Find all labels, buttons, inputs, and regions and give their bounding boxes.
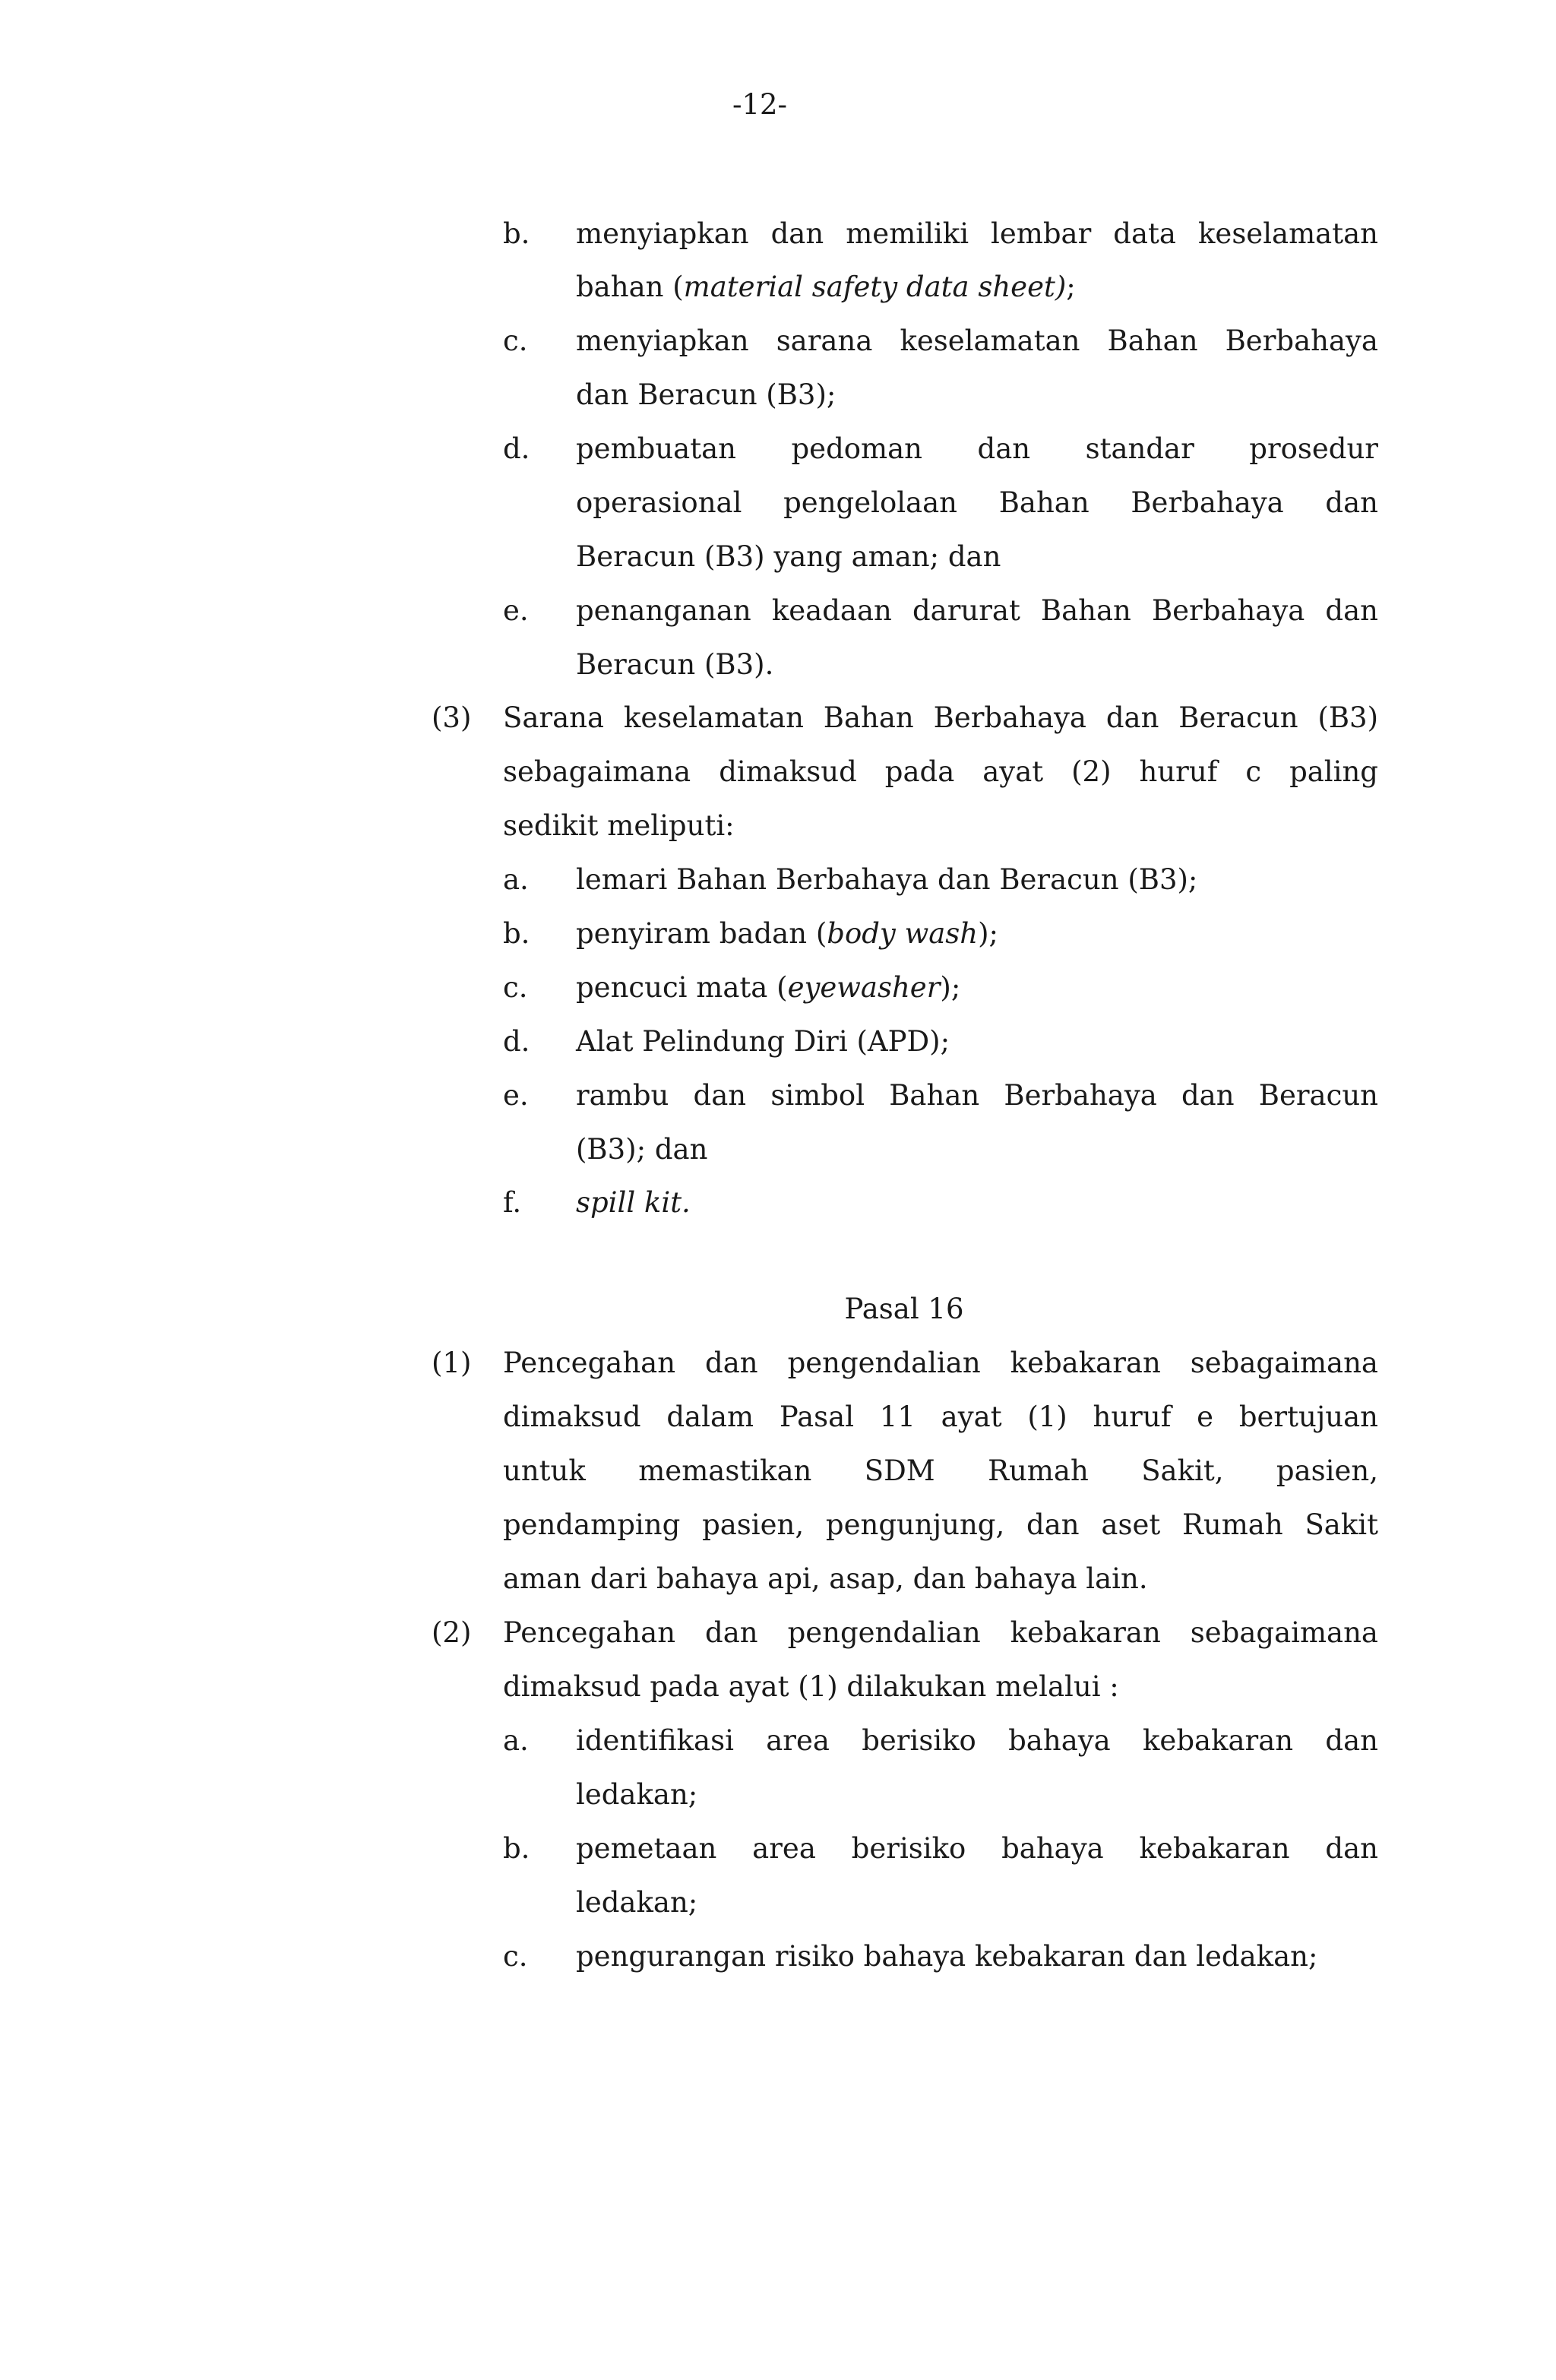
ayat-text: untuk memastikan SDM Rumah Sakit, pasien, xyxy=(503,1454,1378,1487)
ayat-text: dimaksud dalam Pasal 11 ayat (1) huruf e bertujuan xyxy=(503,1400,1378,1433)
list-item-label: d. xyxy=(503,1025,530,1058)
list-item-text: (B3); dan xyxy=(576,1133,708,1166)
list-item-text: lemari Bahan Berbahaya dan Beracun (B3); xyxy=(576,863,1198,896)
list-item-label: e. xyxy=(503,594,529,627)
list-item-label: c. xyxy=(503,1940,528,1973)
list-item-label: a. xyxy=(503,1724,529,1757)
ayat-number: (2) xyxy=(432,1616,472,1649)
text-segment: ); xyxy=(978,917,999,950)
ayat-number: (3) xyxy=(432,701,472,734)
italic-term: eyewasher xyxy=(787,971,941,1004)
list-item-text: ledakan; xyxy=(576,1778,698,1811)
ayat-text: sebagaimana dimaksud pada ayat (2) huruf c paling xyxy=(503,755,1378,788)
list-item-label: b. xyxy=(503,1832,530,1865)
list-item-text: identifikasi area berisiko bahaya kebakaran dan xyxy=(576,1724,1378,1757)
list-item-label: a. xyxy=(503,863,529,896)
list-item-text: operasional pengelolaan Bahan Berbahaya dan xyxy=(576,486,1378,519)
list-item-label: f. xyxy=(503,1186,522,1219)
ayat-text: Sarana keselamatan Bahan Berbahaya dan Beracun (B3) xyxy=(503,701,1378,734)
list-item-label: e. xyxy=(503,1079,529,1112)
list-item-text: pembuatan pedoman dan standar prosedur xyxy=(576,432,1378,465)
list-item-label: b. xyxy=(503,217,530,250)
text-segment: penyiram badan ( xyxy=(576,917,827,950)
ayat-text: pendamping pasien, pengunjung, dan aset Rumah Sakit xyxy=(503,1508,1378,1541)
list-item-text: pemetaan area berisiko bahaya kebakaran dan xyxy=(576,1832,1378,1865)
list-item-text: Alat Pelindung Diri (APD); xyxy=(576,1025,950,1058)
list-item-label: d. xyxy=(503,432,530,465)
list-item-text: ledakan; xyxy=(576,1886,698,1919)
list-item-label: c. xyxy=(503,971,528,1004)
list-item-label: b. xyxy=(503,917,530,950)
ayat-text: Pencegahan dan pengendalian kebakaran sebagaimana xyxy=(503,1616,1378,1649)
italic-term: spill kit. xyxy=(576,1186,691,1219)
list-item-text: menyiapkan dan memiliki lembar data keselamatan xyxy=(576,217,1378,250)
ayat-text: aman dari bahaya api, asap, dan bahaya lain. xyxy=(503,1562,1148,1595)
list-item-text: rambu dan simbol Bahan Berbahaya dan Beracun xyxy=(576,1079,1378,1112)
list-item-text: Beracun (B3). xyxy=(576,648,774,681)
list-item-text xyxy=(576,968,1378,1008)
section-heading: Pasal 16 xyxy=(844,1293,964,1325)
ayat-text: sedikit meliputi: xyxy=(503,809,735,842)
list-item-text: menyiapkan sarana keselamatan Bahan Berbahaya xyxy=(576,324,1378,357)
text-segment: ); xyxy=(940,971,961,1004)
italic-term: body wash xyxy=(827,917,979,950)
ayat-text: dimaksud pada ayat (1) dilakukan melalui : xyxy=(503,1670,1119,1703)
list-item-text xyxy=(576,914,1378,954)
list-item-text: penanganan keadaan darurat Bahan Berbahaya dan xyxy=(576,594,1378,627)
italic-term: material safety data sheet) xyxy=(683,271,1067,303)
page-number: -12- xyxy=(732,88,788,121)
list-item-text: pengurangan risiko bahaya kebakaran dan ledakan; xyxy=(576,1940,1318,1973)
ayat-number: (1) xyxy=(432,1347,472,1379)
text-segment: ; xyxy=(1066,271,1076,303)
ayat-text: Pencegahan dan pengendalian kebakaran sebagaimana xyxy=(503,1347,1378,1379)
list-item-label: c. xyxy=(503,324,528,357)
text-segment: bahan ( xyxy=(576,271,684,303)
list-item-text: Beracun (B3) yang aman; dan xyxy=(576,540,1001,573)
text-segment: pencuci mata ( xyxy=(576,971,788,1004)
list-item-text xyxy=(576,267,1378,307)
list-item-text xyxy=(576,1183,1378,1223)
list-item-text: dan Beracun (B3); xyxy=(576,378,837,411)
